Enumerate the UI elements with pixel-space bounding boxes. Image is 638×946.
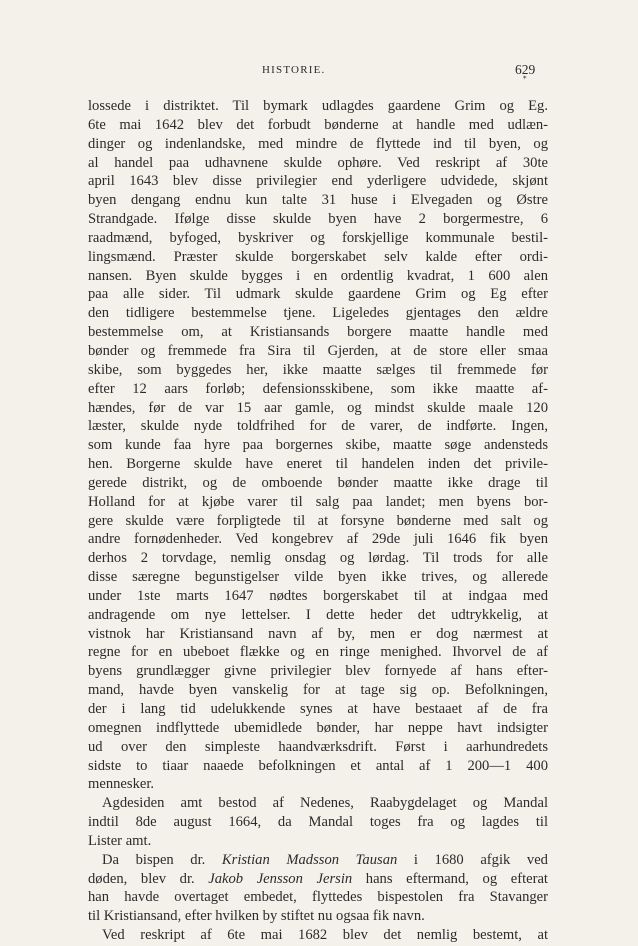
person-name: Kristian Madsson Tausan: [221, 851, 398, 868]
text-line: mand, havde byen vanskelig for at tage sig op. Befolkningen,: [88, 682, 548, 699]
text-line: andre fornødenheder. Ved kongebrev af 29de juli 1646 fik byen: [88, 531, 548, 548]
text-line: skibe, som byggedes her, ikke maatte sælges til fremmede før: [88, 361, 548, 378]
text-line: disse særegne begunstigelser vilde byen ikke trives, og allerede: [88, 569, 548, 586]
text-line: Strandgade. Ifølge disse skulde byen have 2 borgermestre, 6: [88, 211, 548, 228]
text-run: døden, blev dr.: [88, 870, 209, 887]
text-line: raadmænd, byfoged, byskriver og forskjellige kommunale bestil-: [88, 229, 548, 246]
text-line: læster, skulde nyde toldfrihed for de varer, de indførte. Ingen,: [88, 418, 548, 435]
text-line: under 1ste marts 1647 nødtes borgerskabet til at indgaa med: [88, 587, 548, 604]
text-line: derhos 2 torvdage, nemlig onsdag og lørdag. Til trods for alle: [88, 550, 548, 567]
text-line: lossede i distriktet. Til bymark udlagdes gaardene Grim og Eg.: [88, 98, 548, 114]
text-line: byen dengang endnu kun talte 31 huse i Elvegaden og Østre: [88, 192, 548, 209]
page-header: [0, 62, 638, 82]
text-line: paa alle sider. Til udmark skulde gaardene Grim og Eg efter: [88, 286, 548, 303]
text-line: andragende om nye lettelser. I dette heder det udtrykkelig, at: [88, 606, 548, 623]
text-line: bestemmelse om, at Kristiansands borgere maatte handle med: [88, 324, 548, 341]
paragraph-1: [88, 97, 548, 794]
text-line: hændes, før de var 15 aar gamle, og mindst skulde maale 120: [88, 399, 548, 416]
text-line: [88, 851, 548, 870]
text-line: vistnok har Kristiansand navn af by, men er dog nærmest at: [88, 625, 548, 642]
text-line: der i lang tid udelukkende synes at have bestaaet af de fra: [88, 701, 548, 717]
paragraph-3: [88, 851, 548, 926]
text-line: som kunde faa hyre paa borgernes skibe, maatte søge andensteds: [88, 437, 548, 454]
text-line: byens grundlægger givne privilegier blev fornyede af hans efter-: [88, 663, 548, 680]
text-line: regne for en ubeboet flække og en ringe menighed. Ihvorvel de af: [88, 644, 548, 661]
text-line: lingsmænd. Præster skulde borgerskabet selv kalde efter ordi-: [88, 248, 548, 265]
text-line: Holland for at kjøbe varer til salg paa landet; men byens bor-: [88, 493, 548, 510]
text-line: hen. Borgerne skulde have eneret til handelen inden det privile-: [88, 456, 548, 473]
text-line: efter 12 aars forløb; defensionsskibene, som ikke maatte af-: [88, 380, 548, 397]
text-line: nansen. Byen skulde bygges i en ordentlig kvadrat, 1 600 alen: [88, 267, 548, 284]
paragraph-2: [88, 794, 548, 851]
text-line: Agdesiden amt bestod af Nedenes, Raabygdelaget og Mandal: [102, 795, 548, 812]
text-line: den tidligere bestemmelse tjene. Ligeledes gjentages den ældre: [88, 305, 548, 322]
page-number: 629: [515, 62, 536, 77]
text-line: bønder og fremmede fra Sira til Gjerden, at de store eller smaa: [88, 342, 548, 359]
body-text: [88, 97, 548, 945]
text-line: indtil 8de august 1664, da Mandal toges fra og lagdes til: [88, 814, 548, 831]
person-name: Jakob Jensson Jersin: [208, 870, 353, 887]
running-head: HISTORIE.: [262, 64, 326, 76]
text-run: Da bispen dr.: [102, 851, 222, 868]
text-line: 6te mai 1642 blev det forbudt bønderne at handle med udlæn-: [88, 116, 548, 133]
text-line: gere skulde være forpligtede til at forsyne bønderne med salt og: [88, 512, 548, 529]
text-line: sidste to tiaar naaede befolkningen et antal af 1 200—1 400: [88, 757, 548, 774]
text-line: ud over den simpleste haandværksdrift. Først i aarhundredets: [88, 738, 548, 755]
text-line: mennesker.: [88, 776, 155, 793]
paragraph-4: [88, 926, 548, 945]
text-line: Ved reskript af 6te mai 1682 blev det nemlig bestemt, at: [102, 927, 548, 944]
text-line: omegnen indflyttede ubemidlede bønder, har neppe havt indsigter: [88, 719, 548, 736]
text-line: til Kristiansand, efter hvilken by stiftet nu ogsaa fik navn.: [88, 908, 425, 925]
text-line: al handel paa udhavnene skulde ophøre. Ved reskript af 30te: [88, 154, 548, 171]
text-line: april 1643 blev disse privilegier end yderligere udvidede, skjønt: [88, 173, 548, 190]
text-line: [88, 870, 548, 889]
text-run: hans eftermand, og efterat: [352, 870, 548, 887]
text-line: dinger og indenlandske, med mindre de flyttede ind til byen, og: [88, 135, 548, 152]
text-line: Lister amt.: [88, 832, 152, 849]
header-mark: *: [523, 75, 527, 83]
text-line: gerede distrikt, og de omboende bønder maatte ikke drage til: [88, 474, 548, 491]
text-line: han havde overtaget embedet, flyttedes bispestolen fra Stavanger: [88, 889, 548, 906]
text-run: i 1680 afgik ved: [397, 851, 548, 868]
